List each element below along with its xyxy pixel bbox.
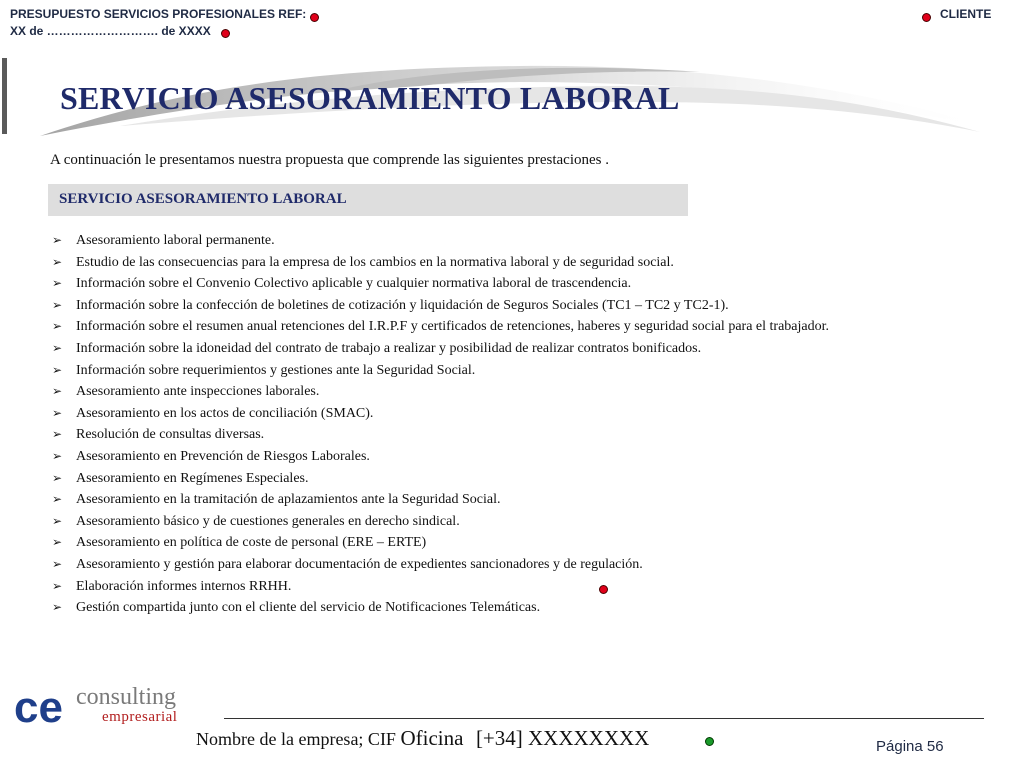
footer-company: Nombre de la empresa; CIF: [196, 729, 396, 749]
section-header-bar: [48, 184, 688, 216]
logo-word-consulting: consulting: [76, 684, 176, 710]
footer-office: Oficina: [400, 726, 464, 750]
arrow-bullet-icon: ➢: [52, 405, 63, 420]
list-item: [52, 446, 992, 468]
footer-company-line: [196, 726, 649, 751]
marker-red-dot[interactable]: [922, 13, 931, 22]
marker-red-dot[interactable]: [221, 29, 230, 38]
intro-text: A continuación le presentamos nuestra propuesta que comprende las siguientes prestaciones .: [50, 152, 609, 168]
arrow-bullet-icon: ➢: [52, 578, 63, 593]
list-item-text: Asesoramiento en Prevención de Riesgos Laborales.: [76, 448, 370, 464]
list-item: [52, 295, 992, 317]
list-item-text: Estudio de las consecuencias para la empresa de los cambios en la normativa laboral y de seguridad social.: [76, 254, 674, 270]
arrow-bullet-icon: ➢: [52, 233, 63, 247]
list-item: [52, 316, 992, 338]
arrow-bullet-icon: ➢: [52, 600, 63, 615]
logo-mark: ce: [14, 684, 63, 728]
arrow-bullet-icon: ➢: [52, 535, 63, 550]
header-date-line: XX de ………………………. de XXXX: [10, 24, 211, 38]
list-item: [52, 403, 992, 425]
list-item: [52, 468, 992, 490]
arrow-bullet-icon: ➢: [52, 492, 63, 507]
list-item: [52, 338, 992, 360]
list-item: [52, 424, 992, 446]
list-item: [52, 576, 992, 598]
list-item-text: Asesoramiento ante inspecciones laborales.: [76, 384, 320, 400]
marker-green-dot[interactable]: [705, 737, 714, 746]
marker-red-dot[interactable]: [599, 585, 608, 594]
list-item: [52, 489, 992, 511]
list-item-text: Información sobre el resumen anual retenciones del I.R.P.F y certificados de retenciones, haberes y seguridad social para el trabajador.: [76, 319, 829, 335]
arrow-bullet-icon: ➢: [52, 427, 63, 442]
arrow-bullet-icon: ➢: [52, 362, 63, 377]
list-item-text: Información sobre el Convenio Colectivo aplicable y cualquier normativa laboral de trascendencia.: [76, 276, 632, 292]
list-item: [52, 532, 992, 554]
arrow-bullet-icon: ➢: [52, 556, 63, 571]
list-item: [52, 381, 992, 403]
arrow-bullet-icon: ➢: [52, 276, 63, 291]
list-item-text: Asesoramiento en la tramitación de aplazamientos ante la Seguridad Social.: [76, 492, 501, 508]
list-item: [52, 360, 992, 382]
list-item: [52, 597, 992, 619]
list-item-text: Asesoramiento laboral permanente.: [76, 233, 275, 248]
list-item-text: Asesoramiento básico y de cuestiones generales en derecho sindical.: [76, 513, 460, 529]
services-list: [52, 230, 992, 619]
page-title: SERVICIO ASESORAMIENTO LABORAL: [60, 80, 680, 116]
list-item: [52, 273, 992, 295]
page-number: Página 56: [876, 738, 944, 755]
arrow-bullet-icon: ➢: [52, 448, 63, 463]
arrow-bullet-icon: ➢: [52, 384, 63, 399]
list-item-text: Gestión compartida junto con el cliente del servicio de Notificaciones Telemáticas.: [76, 600, 541, 616]
arrow-bullet-icon: ➢: [52, 319, 63, 334]
arrow-bullet-icon: ➢: [52, 297, 63, 312]
header-client: CLIENTE: [940, 7, 992, 21]
list-item-text: Asesoramiento en Regímenes Especiales.: [76, 470, 309, 486]
list-item-text: Información sobre la idoneidad del contrato de trabajo a realizar y posibilidad de realizar contratos bonificados.: [76, 340, 702, 356]
arrow-bullet-icon: ➢: [52, 513, 63, 528]
list-item: [52, 230, 992, 252]
logo-word-empresarial: empresarial: [102, 709, 178, 725]
list-item-text: Resolución de consultas diversas.: [76, 427, 265, 443]
company-logo: [14, 684, 214, 728]
footer-phone: [+34] XXXXXXXX: [475, 726, 650, 750]
list-item: [52, 252, 992, 274]
section-header-label: SERVICIO ASESORAMIENTO LABORAL: [59, 191, 347, 207]
marker-red-dot[interactable]: [310, 13, 319, 22]
header-ref-line: PRESUPUESTO SERVICIOS PROFESIONALES REF:: [10, 7, 307, 21]
list-item: [52, 511, 992, 533]
list-item-text: Información sobre la confección de boletines de cotización y liquidación de Seguros Sociales (TC1 – TC2 y TC2-1).: [76, 297, 729, 313]
arrow-bullet-icon: ➢: [52, 470, 63, 485]
arrow-bullet-icon: ➢: [52, 340, 63, 355]
list-item-text: Asesoramiento en los actos de conciliación (SMAC).: [76, 405, 374, 421]
arrow-bullet-icon: ➢: [52, 254, 63, 269]
list-item-text: Asesoramiento en política de coste de personal (ERE – ERTE): [76, 535, 427, 551]
list-item-text: Elaboración informes internos RRHH.: [76, 578, 292, 594]
list-item: [52, 554, 992, 576]
list-item-text: Asesoramiento y gestión para elaborar documentación de expedientes sancionadores y de regulación.: [76, 556, 643, 572]
list-item-text: Información sobre requerimientos y gestiones ante la Seguridad Social.: [76, 362, 476, 378]
footer-divider: [224, 718, 984, 719]
